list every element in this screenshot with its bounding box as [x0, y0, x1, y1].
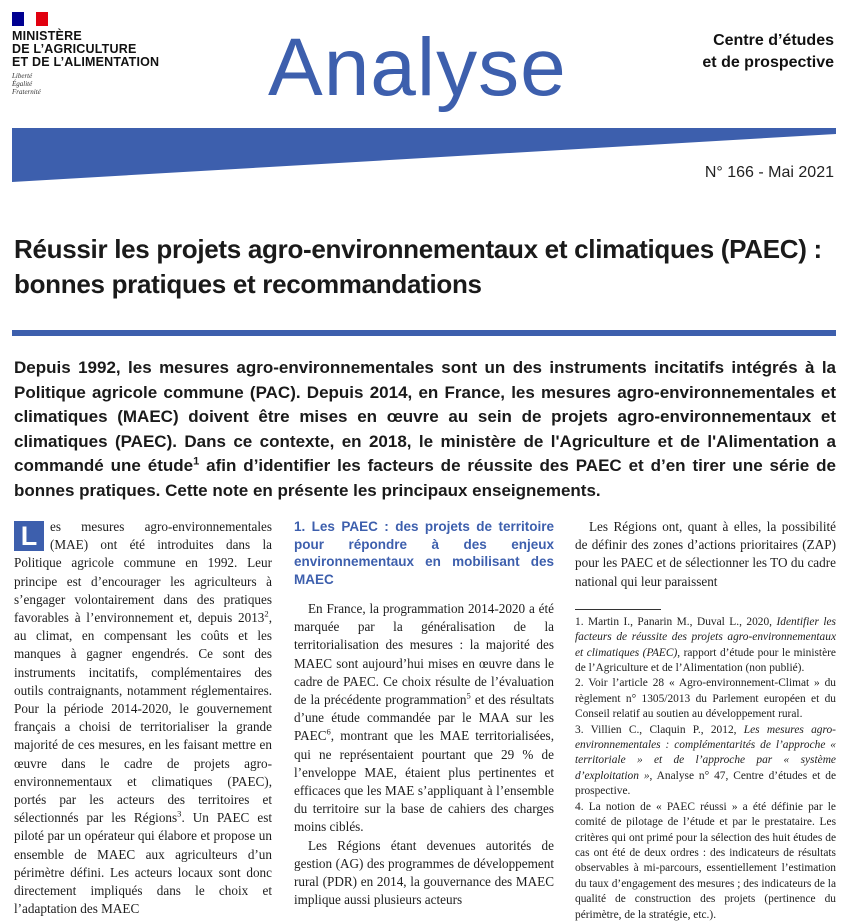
intro-text-1: es mesures agro-environnementales (MAE) ont été introduites dans la Politique agricole commune en 1992. Leur principe est d’encourager les agriculteurs à s’engager volontairement dans des pratiques favorables à l’environnement et, depuis 2013: [14, 519, 272, 626]
motto-liberte: Liberté: [12, 72, 33, 80]
intro-text-2: , au climat, en compensant les coûts et les manques à gagner engendrés. Ce sont des instruments incitatifs, complémentaires des outils contraignants, notamment réglementaires. Pour la période 2014-2020, le gouvernement français a choisi de territorialiser la grande majorité de ces mesures, en les faisant mettre en œuvre dans le cadre de projets agro-environnementaux et climatiques (PAEC), portés par les acteurs des territoires et sélectionnés par les Régions: [14, 610, 272, 826]
footnote-4: 4. La notion de « PAEC réussi » a été définie par le comité de pilotage de l’étude et par le prestataire. Les critères qui ont primé pour la sélection des huit études de cas ont été de deux ordres : des indicateurs de résultats observables à mi-parcours, essentiellement l’estimation du taux d’engagement des mesures ; des indicateurs de la qualité de construction des projets (pertinence du périmètre, de la stratégie, etc.).: [575, 800, 836, 921]
centre-name: [702, 30, 834, 74]
body-text-1a: En France, la programmation 2014-2020 a été marquée par la généralisation de la territorialisation des mesures : la majorité des MAEC sont aujourd’hui mises en œuvre dans le cadre de PAEC. Ce choix résulte de l’évaluation de la précédente programmation: [294, 601, 554, 708]
footnote-1: [575, 615, 836, 677]
footnotes: [575, 615, 836, 923]
body-paragraph-2: Les Régions étant devenues autorités de gestion (AG) des programmes de développement rural (PDR) en 2014, la gouvernance des MAEC implique aussi plusieurs acteurs: [294, 837, 554, 908]
footnote-3: [575, 723, 836, 800]
lead-paragraph: [14, 356, 836, 503]
footnote-ref-6: 6: [326, 727, 331, 738]
column-2: [294, 518, 554, 909]
section-heading: 1. Les PAEC : des projets de territoire pour répondre à des enjeux environnementaux en mobilisant des MAEC: [294, 519, 554, 587]
centre-name-line2: et de prospective: [702, 54, 834, 71]
flag-red-stripe: [36, 12, 48, 26]
flag-icon: [12, 12, 48, 26]
footnote-3-text-a: 3. Villien C., Claquin P., 2012,: [575, 723, 744, 736]
body-paragraph-3: Les Régions ont, quant à elles, la possibilité de définir des zones d’actions prioritaires (ZAP) pour les PAEC et de sélectionner les TO du cadre national qui leur paraissent: [575, 519, 836, 589]
motto-egalite: Égalité: [12, 80, 33, 88]
lead-text-1: Depuis 1992, les mesures agro-environnementales sont un des instruments incitatifs intégrés à la Politique agricole commune (PAC). Depuis 2014, en France, les mesures agro-environnementales et climatiques (MAEC) doivent être mises en œuvre au sein de projets agro-environnementaux et climatiques (PAEC). Dans ce contexte, en 2018, le ministère de l'Agriculture et de l'Alimentation a commandé une étude: [14, 358, 836, 475]
lead-text-2: afin d’identifier les facteurs de réussite des PAEC et d’en tirer une série de bonnes pratiques. Cette note en présente les principaux enseignements.: [14, 456, 836, 500]
flag-blue-stripe: [12, 12, 24, 26]
report-title: [14, 232, 844, 302]
ministry-logo: [12, 12, 182, 96]
footnote-ref-2: 2: [264, 608, 269, 619]
intro-text-3: . Un PAEC est piloté par un opérateur qui élabore et propose un ensemble de MAEC aux agriculteurs d’un périmètre défini. Les acteurs locaux sont donc directement impliqués dans le choix et l’adaptation des MAEC: [14, 810, 272, 917]
footnote-3-text-b: , Analyse n° 47, Centre d’études et de prospective.: [575, 769, 836, 798]
body-text-1b: et des résultats d’une étude commandée par le MAA sur les PAEC: [294, 692, 554, 744]
intro-paragraph: [14, 518, 272, 918]
motto-fraternite: Fraternité: [12, 88, 41, 96]
logo-line-1: MINISTÈRE: [12, 29, 82, 43]
drop-cap: L: [14, 521, 44, 551]
centre-name-line1: Centre d’études: [713, 32, 834, 49]
flag-white-stripe: [24, 12, 36, 26]
logo-line-3: ET DE L’ALIMENTATION: [12, 55, 160, 69]
body-paragraph-1: [294, 600, 554, 837]
footnote-ref-5: 5: [466, 690, 471, 701]
column-3: [575, 518, 836, 923]
footnote-2: 2. Voir l’article 28 « Agro-environnement-Climat » du règlement n° 1305/2013 du Parlement européen et du Conseil relatif au soutien au développement rural.: [575, 677, 836, 721]
footnote-1-text-b: , rapport d’étude pour le ministère de l’Agriculture et de l’Alimentation (non publié).: [575, 646, 836, 675]
publication-title: Analyse: [268, 22, 567, 113]
title-divider: [12, 330, 836, 336]
footnotes-divider: [575, 609, 661, 610]
body-text-1c: , montrant que les MAE territorialisées, qui ne représentaient pourtant que 29 % de l’enveloppe MAE, étaient plus pertinentes et efficaces que les MAE s’appliquant à l’ensemble du territoire sur la base de cahiers des charges moins ciblés.: [294, 728, 554, 835]
footnote-ref-3: 3: [177, 808, 182, 819]
footnote-1-title: Identifier les facteurs de réussite des projets agro-environnementaux et climatiques (PAEC): [575, 615, 836, 659]
report-title-line1: Réussir les projets agro-environnementaux et climatiques (PAEC) :: [14, 234, 822, 264]
issue-number: N° 166 - Mai 2021: [704, 164, 834, 181]
footnote-ref-1: 1: [193, 455, 200, 468]
logo-line-2: DE L’AGRICULTURE: [12, 42, 137, 56]
report-title-line2: bonnes pratiques et recommandations: [14, 269, 482, 299]
column-1: [14, 518, 272, 918]
footnote-3-title: Les mesures agro-environnementales : complémentarités de l’approche « territoriale » et de l’approche par « système d’exploitation »: [575, 723, 836, 782]
logo-motto: [12, 72, 182, 96]
footnote-1-text-a: 1. Martin I., Panarin M., Duval L., 2020,: [575, 615, 777, 628]
